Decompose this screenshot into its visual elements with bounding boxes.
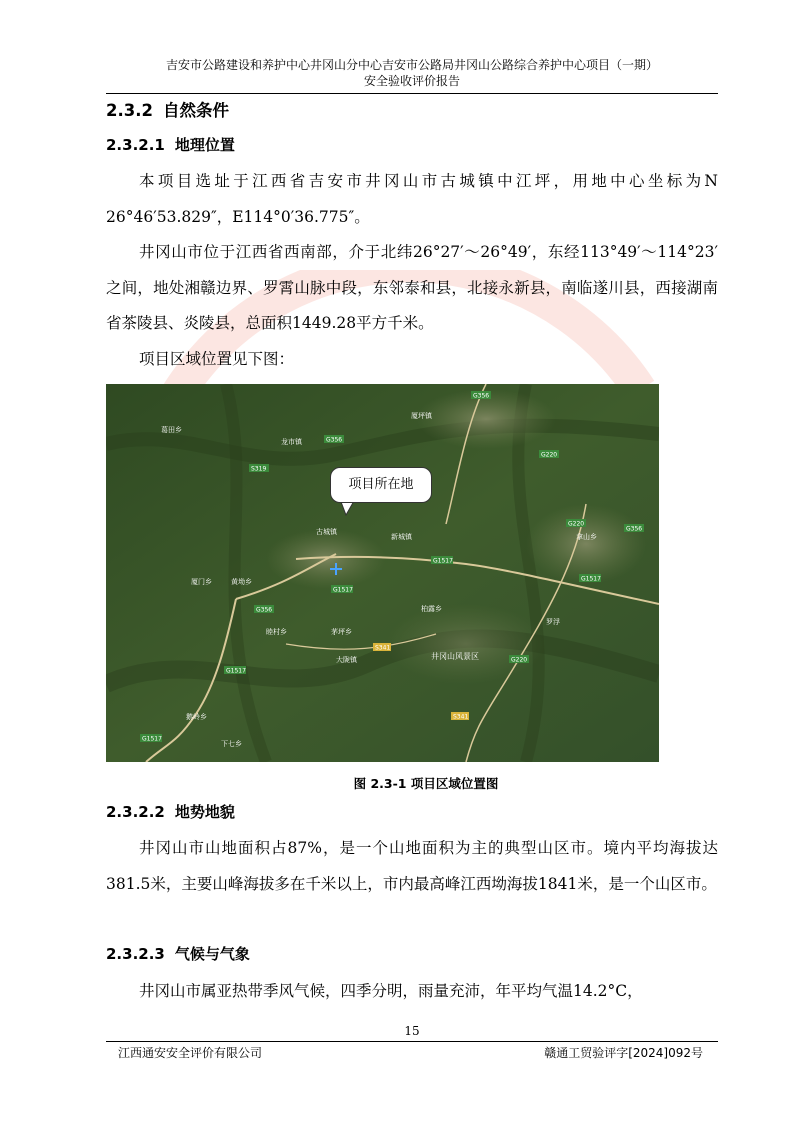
svg-text:G220: G220 (511, 656, 528, 664)
place-label: 黄坳乡 (231, 578, 252, 586)
svg-text:G356: G356 (626, 525, 643, 533)
section-heading (106, 97, 229, 121)
header-title-line2: 安全验收评价报告 (363, 74, 460, 88)
svg-text:G356: G356 (326, 436, 343, 444)
footer-company: 江西通安安全评价有限公司 (118, 1046, 263, 1060)
place-label: 罗浮 (546, 618, 560, 626)
paragraph-city-overview: 井冈山市位于江西省西南部，介于北纬26°27′～26°49′，东经113°49′～114°23′之间，地处湘赣边界、罗霄山脉中段，东邻泰和县，北接永新县，南临遂川县，西接湖南省茶陵县、炎陵县，总面积1449.28平方千米。 (106, 243, 718, 332)
place-label: 古城镇 (316, 528, 337, 536)
footer-rule (106, 1041, 718, 1042)
road-shield-13 (509, 655, 529, 664)
svg-text:S319: S319 (251, 465, 267, 473)
svg-text:G1517: G1517 (142, 735, 162, 743)
footer-doc-number: 赣通工贸验评字[2024]092号 (544, 1046, 703, 1060)
paragraph-site-location: 本项目选址于江西省吉安市井冈山市古城镇中江坪，用地中心坐标为N 26°46′53.829″，E114°0′36.775″。 (106, 172, 718, 226)
subsection-number: 2.3.2.1 (106, 136, 165, 154)
place-label: 茅坪乡 (331, 628, 352, 636)
paragraph-figure-intro: 项目区域位置见下图： (139, 350, 295, 368)
place-label: 柏露乡 (421, 605, 442, 613)
place-label: 新城镇 (391, 533, 412, 541)
road-shield-3 (249, 464, 269, 473)
place-label: 龙市镇 (281, 438, 302, 446)
svg-text:G1517: G1517 (333, 586, 353, 594)
subsection-title: 地势地貌 (174, 803, 235, 821)
page-number: 15 (404, 1024, 420, 1038)
road-shield-11 (224, 666, 246, 675)
svg-text:G1517: G1517 (433, 557, 453, 565)
svg-text:G356: G356 (256, 606, 273, 614)
road-shield-15 (140, 734, 162, 743)
svg-text:G1517: G1517 (226, 667, 246, 675)
svg-text:G220: G220 (568, 520, 585, 528)
subsection-heading-location (106, 134, 235, 155)
road-shield-8 (579, 574, 601, 583)
road-shield-6 (624, 524, 644, 533)
section-number: 2.3.2 (106, 101, 153, 120)
road-shield-10 (254, 605, 274, 614)
scenic-area-label: 井冈山风景区 (431, 652, 479, 661)
svg-text:G1517: G1517 (581, 575, 601, 583)
figure-caption: 图 2.3-1 项目区域位置图 (353, 776, 499, 791)
place-label: 鹅岭乡 (186, 713, 207, 721)
svg-text:S341: S341 (453, 713, 469, 721)
satellite-image (106, 384, 659, 762)
paragraph-climate: 井冈山市属亚热带季风气候，四季分明，雨量充沛，年平均气温14.2°C， (139, 982, 643, 1000)
header-title-line1: 吉安市公路建设和养护中心井冈山分中心吉安市公路局井冈山公路综合养护中心项目（一期） (165, 58, 658, 72)
place-label: 睦村乡 (266, 628, 287, 636)
road-shield-5 (566, 519, 586, 528)
place-label: 厦坪镇 (411, 412, 432, 420)
road-shield-7 (431, 556, 453, 565)
road-shield-1 (471, 391, 491, 400)
road-shield-2 (324, 435, 344, 444)
subsection-number: 2.3.2.3 (106, 945, 165, 963)
road-shield-14 (451, 712, 469, 721)
place-label: 拿山乡 (576, 533, 597, 541)
subsection-title: 气候与气象 (174, 945, 250, 963)
project-site-callout: 项目所在地 (330, 467, 432, 503)
subsection-heading-terrain (106, 801, 235, 822)
road-shield-4 (539, 450, 559, 459)
subsection-heading-climate (106, 943, 250, 964)
svg-text:G220: G220 (541, 451, 558, 459)
section-title: 自然条件 (162, 101, 229, 120)
place-label: 厦门乡 (191, 578, 212, 586)
subsection-number: 2.3.2.2 (106, 803, 165, 821)
header-rule (106, 93, 718, 94)
svg-text:S341: S341 (375, 644, 391, 652)
road-shield-12 (373, 643, 391, 652)
place-label: 大陇镇 (336, 656, 357, 664)
place-label: 下七乡 (221, 740, 242, 748)
location-map (106, 384, 659, 762)
subsection-title: 地理位置 (174, 136, 235, 154)
paragraph-terrain: 井冈山市山地面积占87%，是一个山地面积为主的典型山区市。境内平均海拔达381.5米，主要山峰海拔多在千米以上，市内最高峰江西坳海拔1841米，是一个山区市。 (106, 839, 718, 893)
svg-text:G356: G356 (473, 392, 490, 400)
place-label: 葛田乡 (161, 426, 182, 434)
road-shield-9 (331, 585, 353, 594)
